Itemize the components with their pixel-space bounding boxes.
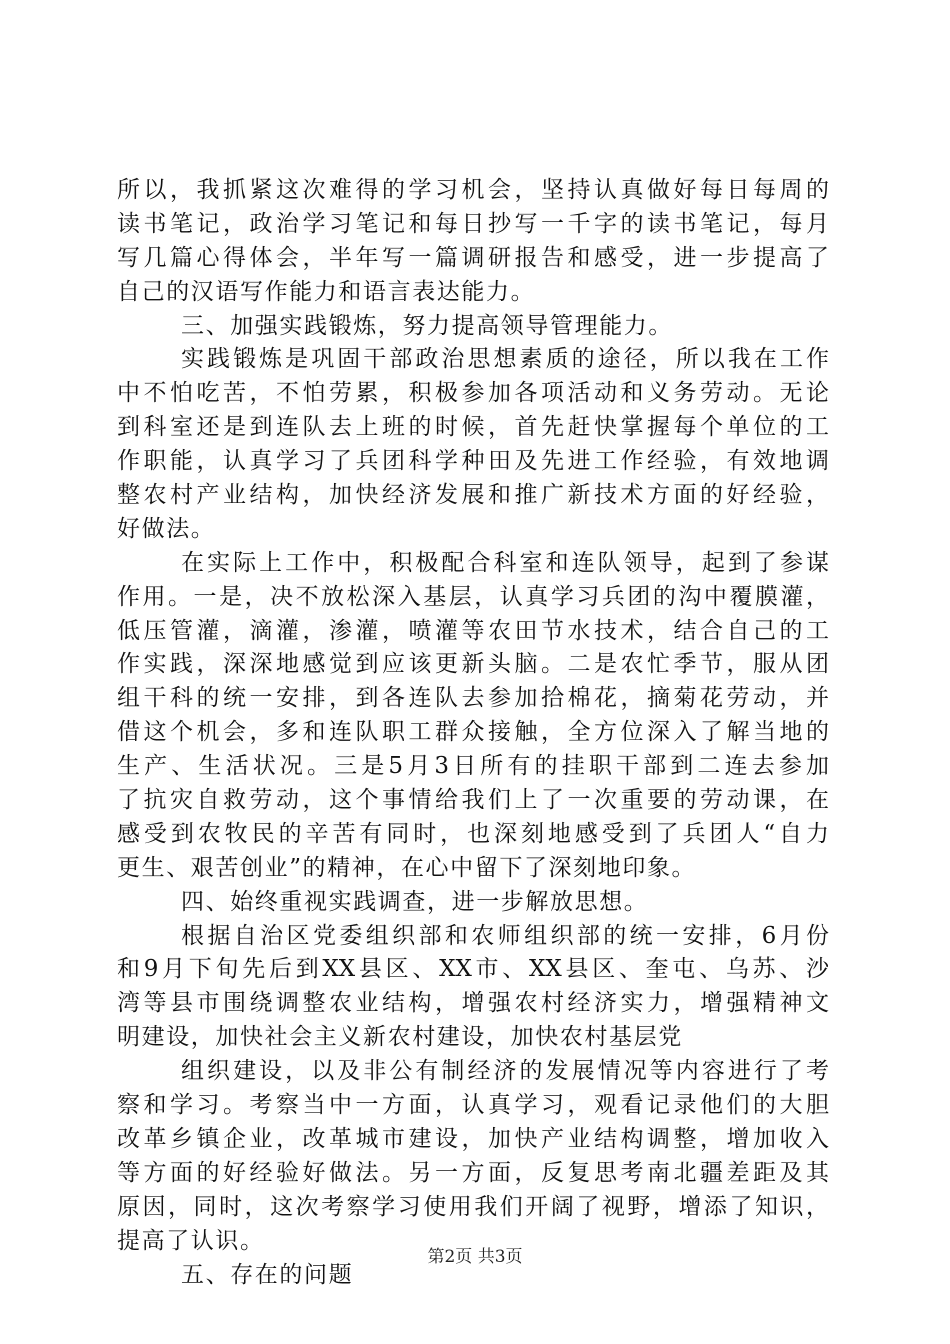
text-line: 组干科的统一安排，到各连队去参加拾棉花，摘菊花劳动，并 [117, 685, 829, 712]
text-line: 在实际上工作中，积极配合科室和连队领导，起到了参谋 [181, 549, 829, 576]
page-footer: 第2页 共3页 [427, 1247, 523, 1267]
text-line: 更生、艰苦创业”的精神，在心中留下了深刻地印象。 [117, 854, 697, 881]
text-line: 改革乡镇企业，改革城市建设，加快产业结构调整，增加收入 [117, 1125, 829, 1152]
text-line: 等方面的好经验好做法。另一方面，反复思考南北疆差距及其 [117, 1159, 829, 1186]
text-line: 湾等县市围绕调整农业结构，增强农村经济实力，增强精神文 [117, 990, 829, 1017]
document-body [117, 174, 829, 1292]
text-line: 作实践，深深地感觉到应该更新头脑。二是农忙季节，服从团 [117, 651, 829, 678]
text-line: 作职能，认真学习了兵团科学种田及先进工作经验，有效地调 [117, 448, 829, 475]
text-line: 察和学习。考察当中一方面，认真学习，观看记录他们的大胆 [117, 1092, 829, 1119]
text-line: 和9月下旬先后到XX县区、XX市、XX县区、奎屯、乌苏、沙 [117, 956, 829, 983]
text-line: 生产、生活状况。三是5月3日所有的挂职干部到二连去参加 [117, 753, 829, 780]
text-line: 写几篇心得体会，半年写一篇调研报告和感受，进一步提高了 [117, 244, 829, 271]
text-line: 了抗灾自救劳动，这个事情给我们上了一次重要的劳动课，在 [117, 787, 829, 814]
text-line: 低压管灌，滴灌，渗灌，喷灌等农田节水技术，结合自己的工 [117, 617, 829, 644]
text-line: 好做法。 [117, 515, 216, 542]
text-line: 读书笔记，政治学习笔记和每日抄写一千字的读书笔记，每月 [117, 210, 829, 237]
text-line: 实践锻炼是巩固干部政治思想素质的途径，所以我在工作 [181, 346, 829, 373]
text-line: 整农村产业结构，加快经济发展和推广新技术方面的好经验， [117, 482, 829, 509]
text-line: 中不怕吃苦，不怕劳累，积极参加各项活动和义务劳动。无论 [117, 380, 829, 407]
text-line: 提高了认识。 [117, 1227, 265, 1254]
text-line: 原因，同时，这次考察学习使用我们开阔了视野，增添了知识， [117, 1193, 829, 1220]
text-line: 到科室还是到连队去上班的时候，首先赶快掌握每个单位的工 [117, 414, 829, 441]
text-line: 所以，我抓紧这次难得的学习机会，坚持认真做好每日每周的 [117, 177, 829, 203]
text-line: 作用。一是，决不放松深入基层，认真学习兵团的沟中覆膜灌， [117, 583, 829, 610]
text-line: 明建设，加快社会主义新农村建设，加快农村基层党 [117, 1024, 683, 1051]
text-line: 组织建设，以及非公有制经济的发展情况等内容进行了考 [181, 1058, 829, 1085]
text-line: 借这个机会，多和连队职工群众接触，全方位深入了解当地的 [117, 719, 829, 746]
text-line: 三、加强实践锻炼，努力提高领导管理能力。 [181, 312, 673, 339]
text-line: 五、存在的问题 [181, 1261, 354, 1288]
text-line: 四、始终重视实践调查，进一步解放思想。 [181, 888, 649, 915]
text-line: 感受到农牧民的辛苦有同时，也深刻地感受到了兵团人“自力 [117, 820, 829, 847]
text-line: 自己的汉语写作能力和语言表达能力。 [117, 278, 536, 305]
text-line: 根据自治区党委组织部和农师组织部的统一安排，6月份 [181, 922, 829, 949]
